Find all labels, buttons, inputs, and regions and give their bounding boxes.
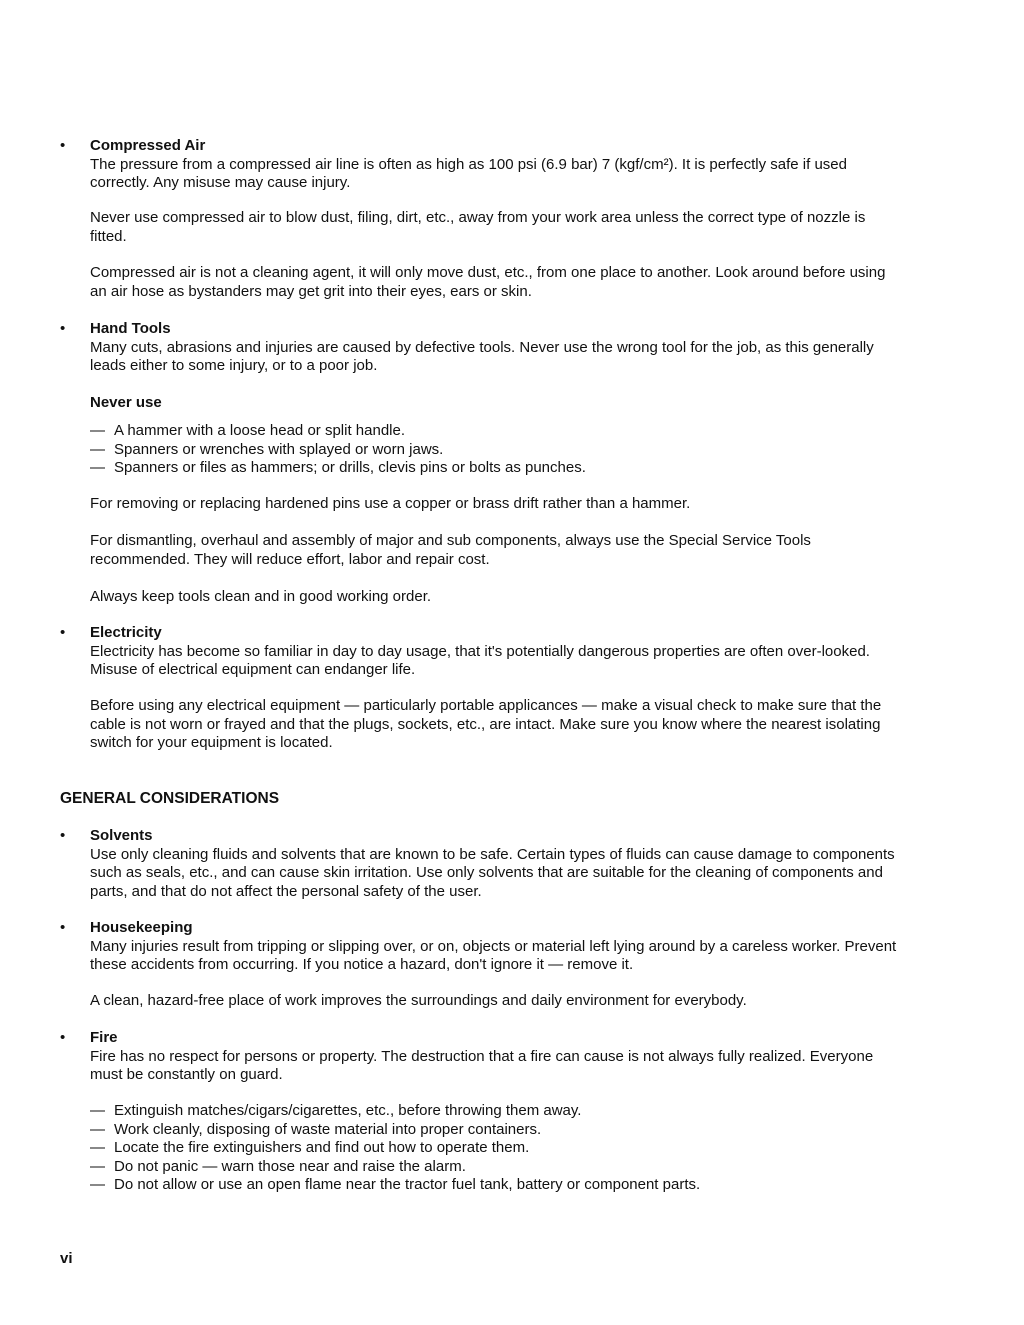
list-item: — Do not allow or use an open flame near the tractor fuel tank, battery or component parts.: [90, 1176, 900, 1195]
page-number: vi: [60, 1250, 73, 1267]
hand-tools-title: Hand Tools: [90, 320, 171, 337]
section-hand-tools: [90, 320, 900, 376]
section-compressed-air: [90, 137, 900, 193]
compressed-air-para-3-block: [90, 264, 900, 301]
never-use-block: [90, 394, 900, 413]
bullet-compressed-air: •: [60, 137, 66, 154]
electricity-para-1: Electricity has become so familiar in day to day usage, that it's potentially dangerous properties are often over-looked. Misuse of electrical equipment can endanger life.: [90, 642, 870, 679]
electricity-para-2-block: [90, 697, 900, 753]
fire-list: [90, 1102, 900, 1195]
bullet-hand-tools: •: [60, 320, 66, 337]
hand-tools-para-3: For dismantling, overhaul and assembly of major and sub components, always use the Special Service Tools recommended. They will reduce effort, labor and repair cost.: [90, 532, 811, 568]
list-item: — Work cleanly, disposing of waste material into proper containers.: [90, 1121, 900, 1140]
housekeeping-para-1: Many injuries result from tripping or slipping over, or on, objects or material left lying around by a careless worker. Prevent these accidents from occurring. If you notice a hazard, don't ignore it — remove it.: [90, 937, 897, 974]
section-solvents: [90, 827, 900, 901]
list-item: — Locate the fire extinguishers and find out how to operate them.: [90, 1139, 900, 1158]
solvents-para-1: Use only cleaning fluids and solvents that are known to be safe. Certain types of fluids can cause damage to components such as seals, etc., and can cause skin irritation. Use only solvents that are suitable for the cleaning of components and parts, and that do not affect the personal safety of the user.: [90, 845, 895, 900]
bullet-solvents: •: [60, 827, 66, 844]
compressed-air-para-2-block: [90, 209, 900, 246]
section-fire: [90, 1029, 900, 1085]
electricity-para-2: Before using any electrical equipment — particularly portable applicances — make a visual check to make sure that the cable is not worn or frayed and that the plugs, sockets, etc., are intact. Make sure you know where the nearest isolating switch for your equipment is located.: [90, 697, 882, 752]
hand-tools-para-2-block: [90, 495, 900, 514]
housekeeping-title: Housekeeping: [90, 919, 193, 936]
compressed-air-para-2: Never use compressed air to blow dust, filing, dirt, etc., away from your work area unless the correct type of nozzle is fitted.: [90, 209, 866, 245]
fire-list-block: [90, 1102, 900, 1195]
hand-tools-para-2: For removing or replacing hardened pins use a copper or brass drift rather than a hammer.: [90, 495, 691, 512]
housekeeping-para-2-block: [90, 992, 900, 1011]
compressed-air-para-1: The pressure from a compressed air line is often as high as 100 psi (6.9 bar) 7 (kgf/cm²). It is perfectly safe if used correctly. Any misuse may cause injury.: [90, 155, 847, 192]
compressed-air-para-3: Compressed air is not a cleaning agent, it will only move dust, etc., from one place to another. Look around before using an air hose as bystanders may get grit into their eyes, ears or skin.: [90, 264, 886, 300]
electricity-title: Electricity: [90, 624, 162, 641]
compressed-air-title: Compressed Air: [90, 137, 206, 154]
general-considerations-heading: GENERAL CONSIDERATIONS: [60, 790, 280, 807]
bullet-fire: •: [60, 1029, 66, 1046]
bullet-electricity: •: [60, 624, 66, 641]
list-item: — A hammer with a loose head or split handle.: [90, 422, 900, 441]
fire-title: Fire: [90, 1029, 118, 1046]
hand-tools-para-4: Always keep tools clean and in good working order.: [90, 588, 432, 605]
solvents-title: Solvents: [90, 827, 153, 844]
never-use-list-block: [90, 422, 900, 478]
fire-para-1: Fire has no respect for persons or property. The destruction that a fire can cause is not always fully realized. Everyone must be constantly on guard.: [90, 1047, 874, 1084]
never-use-label: Never use: [90, 394, 162, 411]
list-item: — Do not panic — warn those near and raise the alarm.: [90, 1158, 900, 1177]
hand-tools-para-4-block: [90, 588, 900, 607]
hand-tools-para-3-block: [90, 532, 900, 569]
section-housekeeping: [90, 919, 900, 975]
list-item: — Spanners or files as hammers; or drills, clevis pins or bolts as punches.: [90, 459, 900, 478]
list-item: — Spanners or wrenches with splayed or worn jaws.: [90, 441, 900, 460]
section-electricity: [90, 624, 900, 680]
never-use-list: [90, 422, 900, 478]
housekeeping-para-2: A clean, hazard-free place of work improves the surroundings and daily environment for everybody.: [90, 992, 747, 1009]
bullet-housekeeping: •: [60, 919, 66, 936]
hand-tools-para-1: Many cuts, abrasions and injuries are caused by defective tools. Never use the wrong tool for the job, as this generally leads either to some injury, or to a poor job.: [90, 338, 874, 375]
list-item: — Extinguish matches/cigars/cigarettes, etc., before throwing them away.: [90, 1102, 900, 1121]
